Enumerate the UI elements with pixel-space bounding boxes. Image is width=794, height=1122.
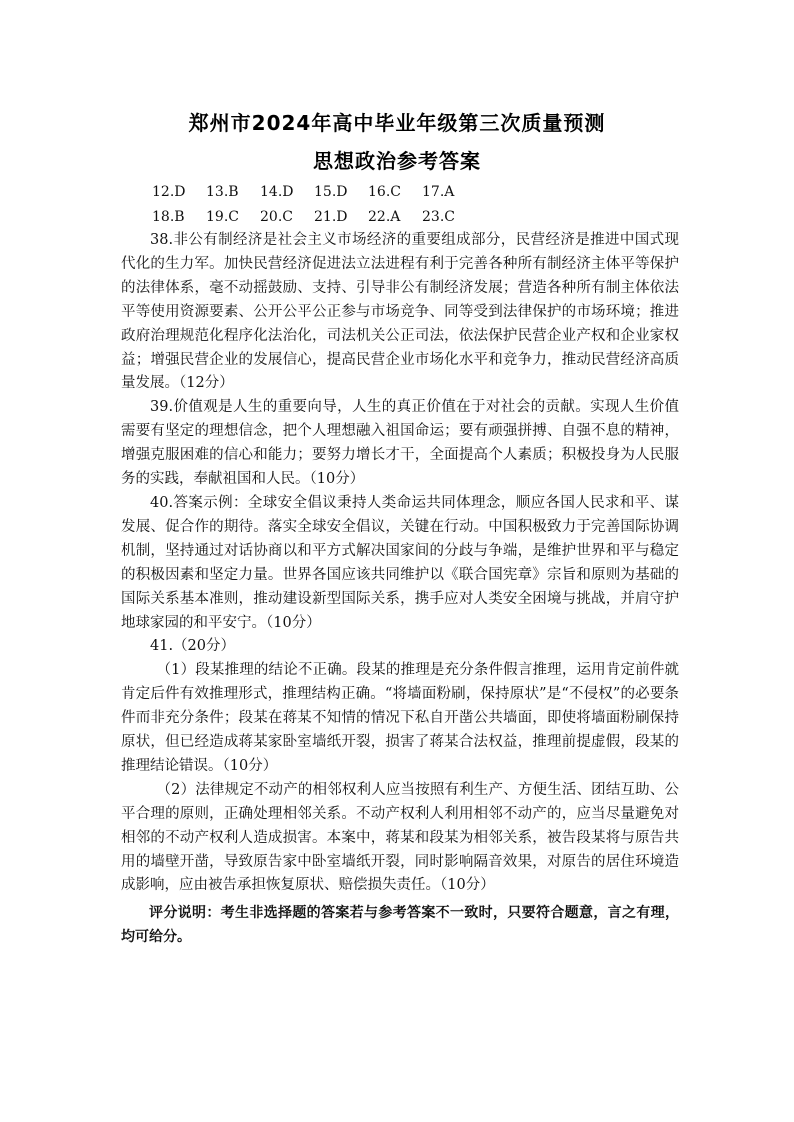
answer-14: 14.D	[260, 184, 294, 200]
answer-20: 20.C	[260, 209, 293, 225]
answer-12: 12.D	[152, 184, 186, 200]
answer-23: 23.C	[422, 209, 455, 225]
document-subtitle: 思想政治参考答案	[313, 149, 481, 173]
question-40-answer: 40.答案示例：全球安全倡议秉持人类命运共同体理念，顺应各国人民求和平、谋发展、促合作的期待。落实全球安全倡议，关键在行动。中国积极致力于完善国际协调机制，坚持通过对话协商以和平方式解决国家间的分歧与争端，是维护世界和平与稳定的积极因素和坚定力量。世界各国应该共同维护以《联合国宪章》宗旨和原则为基础的国际关系基本准则，推动建设新型国际关系，携手应对人类安全困境与挑战，并肩守护地球家园的和平安宁。（10分）	[121, 494, 679, 631]
question-38-answer: 38.非公有制经济是社会主义市场经济的重要组成部分，民营经济是推进中国式现代化的生力军。加快民营经济促进法立法进程有利于完善各种所有制经济主体平等保护的法律体系，毫不动摇鼓励、支持、引导非公有制经济发展；营造各种所有制主体依法平等使用资源要素、公开公平公正参与市场竞争、同等受到法律保护的市场环境；推进政府治理规范化程序化法治化，司法机关公正司法，依法保护民营企业产权和企业家权益；增强民营企业的发展信心，提高民营企业市场化水平和竞争力，推动民营经济高质量发展。（12分）	[121, 232, 679, 392]
question-41-part-1-answer: （1）段某推理的结论不正确。段某的推理是充分条件假言推理，运用肯定前件就肯定后件有效推理形式，推理结构正确。“将墙面粉刷，保持原状”是“不侵权”的必要条件而非充分条件；段某在蒋某不知情的情况下私自开凿公共墙面，即使将墙面粉刷保持原状，但已经造成蒋某家卧室墙纸开裂，损害了蒋某合法权益，推理前提虚假，段某的推理结论错误。（10分）	[121, 662, 679, 774]
answer-17: 17.A	[422, 184, 455, 200]
answer-16: 16.C	[368, 184, 401, 200]
answer-18: 18.B	[152, 209, 185, 225]
answer-15: 15.D	[314, 184, 348, 200]
grading-note: 评分说明：考生非选择题的答案若与参考答案不一致时，只要符合题意，言之有理，均可给分。	[121, 905, 679, 946]
choice-answers-row-1	[152, 184, 476, 200]
question-41-part-2-answer: （2）法律规定不动产的相邻权利人应当按照有利生产、方便生活、团结互助、公平合理的原则，正确处理相邻关系。不动产权利人利用相邻不动产的，应当尽量避免对相邻的不动产权利人造成损害。本案中，蒋某和段某为相邻关系，被告段某将与原告共用的墙壁开凿，导致原告家中卧室墙纸开裂，同时影响隔音效果，对原告的居住环境造成影响，应由被告承担恢复原状、赔偿损失责任。（10分）	[121, 781, 679, 894]
answer-22: 22.A	[368, 209, 401, 225]
document-title: 郑州市2024年高中毕业年级第三次质量预测	[188, 111, 606, 135]
answer-13: 13.B	[206, 184, 239, 200]
answer-21: 21.D	[314, 209, 348, 225]
question-39-answer: 39.价值观是人生的重要向导，人生的真正价值在于对社会的贡献。实现人生价值需要有坚定的理想信念，把个人理想融入祖国命运；要有顽强拼搏、自强不息的精神，增强克服困难的信心和能力；要努力增长才干，全面提高个人素质；积极投身为人民服务的实践，奉献祖国和人民。（10分）	[121, 399, 679, 488]
answer-19: 19.C	[206, 209, 239, 225]
answer-body	[121, 229, 679, 950]
question-41-heading: 41.（20分）	[150, 638, 236, 655]
choice-answers-row-2	[152, 209, 476, 225]
